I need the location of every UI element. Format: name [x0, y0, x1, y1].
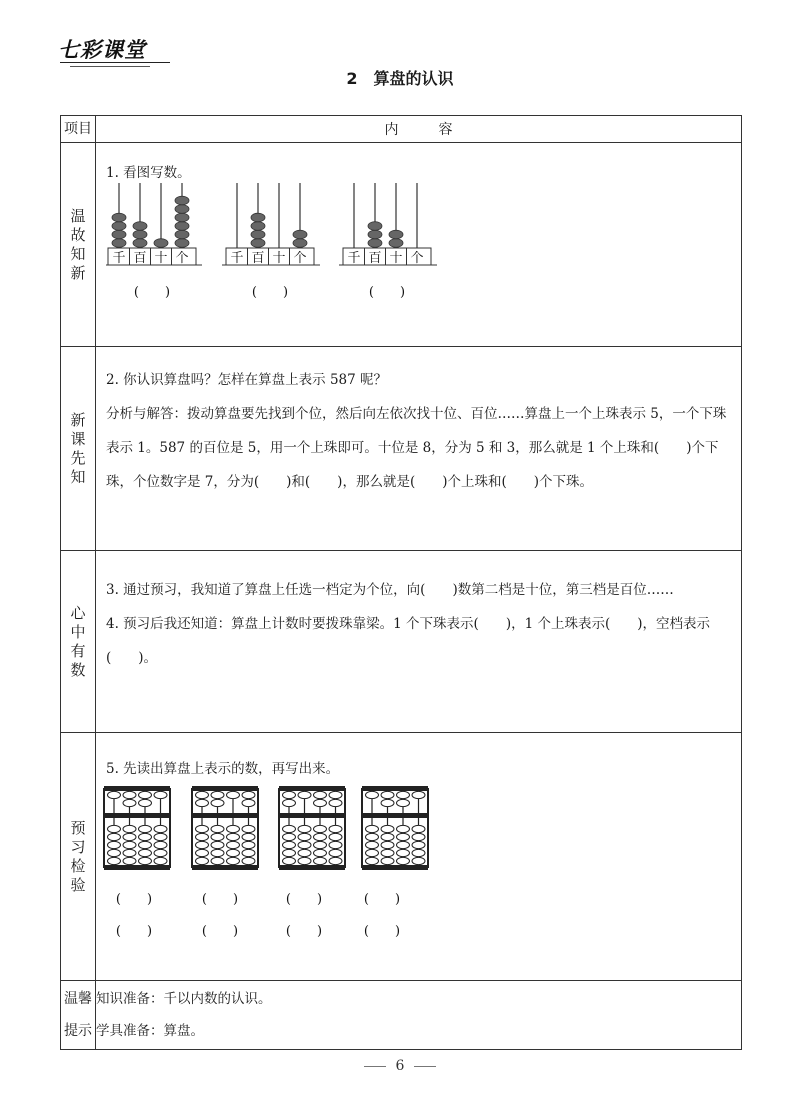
- abacus-bead: [154, 833, 167, 840]
- answer-blank: ( ): [133, 285, 171, 300]
- label-char: 故: [70, 225, 86, 244]
- place-label: 百: [251, 251, 265, 266]
- abacus-bead: [397, 849, 410, 856]
- abacus-bead: [123, 799, 136, 806]
- q5-abacus-figures: [96, 779, 716, 969]
- abacus-bead: [412, 849, 425, 856]
- analysis-text: 分析与解答：拨动算盘要先找到个位，然后向左依次找十位、百位……算盘上一个上珠表示 5，一个下珠表示 1。587 的百位是 5，用一个上珠即可。十位是 8，分为 5 和 3，那么就是 1 个上珠和( )个下珠，个位数字是 7，分为( )和( )，那么就是( )个上珠和( )个下珠。: [106, 406, 727, 490]
- abacus-bead: [211, 799, 224, 806]
- abacus-bead: [154, 791, 167, 798]
- abacus-bead: [123, 849, 136, 856]
- abacus-bead: [298, 849, 311, 856]
- answer-blank: ( ): [201, 924, 239, 939]
- section-label-in-mind: [61, 551, 96, 733]
- abacus-bead: [381, 833, 394, 840]
- question-2: 2. 你认识算盘吗？怎样在算盘上表示 587 呢？: [106, 372, 388, 388]
- label-char: 新: [70, 263, 86, 282]
- abacus-bead: [139, 825, 152, 832]
- tips-line-2: 学具准备：算盘。: [96, 1023, 204, 1039]
- abacus: [104, 786, 170, 939]
- section-review: [61, 143, 742, 347]
- abacus: [279, 786, 345, 939]
- abacus-bead: [251, 213, 265, 222]
- abacus-bead: [283, 791, 296, 798]
- abacus-bead: [227, 825, 240, 832]
- abacus-bead: [329, 857, 342, 864]
- table-header-row: [61, 116, 742, 143]
- abacus-bead: [298, 841, 311, 848]
- abacus-bead: [227, 849, 240, 856]
- page-title: 2 算盘的认识: [346, 69, 454, 88]
- label-char: 预: [70, 818, 86, 837]
- abacus-bead: [412, 857, 425, 864]
- abacus-bead: [251, 239, 265, 248]
- answer-blank: ( ): [115, 892, 153, 907]
- label-char: 习: [70, 837, 86, 856]
- label-char: 数: [70, 660, 86, 679]
- abacus-bead: [196, 857, 209, 864]
- abacus-bead: [154, 849, 167, 856]
- label-char: 心: [70, 603, 86, 622]
- place-label: 百: [368, 251, 382, 266]
- abacus-bead: [196, 833, 209, 840]
- abacus-bead: [139, 857, 152, 864]
- abacus-bead: [123, 825, 136, 832]
- section-content-tips: [96, 981, 742, 1050]
- abacus: [192, 786, 258, 939]
- abacus-bead: [397, 833, 410, 840]
- abacus-bead: [293, 230, 307, 239]
- counting-abacus: [339, 183, 437, 300]
- abacus-bead: [242, 857, 255, 864]
- abacus-bead: [397, 799, 410, 806]
- abacus-bead: [108, 841, 121, 848]
- abacus-bead: [314, 791, 327, 798]
- abacus-bead: [139, 791, 152, 798]
- abacus-bead: [381, 791, 394, 798]
- section-label-tips: [61, 981, 96, 1050]
- abacus-bead: [108, 849, 121, 856]
- place-label: 千: [347, 251, 361, 266]
- abacus-bead: [293, 239, 307, 248]
- abacus-bead: [366, 833, 379, 840]
- abacus-bead: [366, 849, 379, 856]
- abacus-bead: [196, 841, 209, 848]
- answer-blank: ( ): [201, 892, 239, 907]
- abacus-bead: [314, 825, 327, 832]
- label-char: 课: [70, 429, 86, 448]
- tips-label-2: 提示: [64, 1023, 92, 1039]
- abacus-bead: [112, 230, 126, 239]
- abacus-bead: [227, 857, 240, 864]
- section-label-review: [61, 143, 96, 347]
- place-label: 个: [293, 251, 307, 266]
- counting-abacus: [222, 183, 320, 300]
- abacus-bead: [154, 239, 168, 248]
- place-label: 个: [175, 251, 189, 266]
- abacus-bead: [397, 825, 410, 832]
- abacus-bead: [329, 849, 342, 856]
- abacus-bead: [397, 791, 410, 798]
- abacus-bead: [298, 791, 311, 798]
- abacus-bead: [283, 841, 296, 848]
- abacus-bead: [196, 799, 209, 806]
- abacus-bead: [283, 833, 296, 840]
- place-label: 十: [389, 251, 403, 266]
- abacus-bead: [283, 799, 296, 806]
- abacus-bead: [251, 222, 265, 231]
- answer-blank: ( ): [368, 285, 406, 300]
- abacus-bead: [175, 205, 189, 214]
- abacus-bead: [211, 825, 224, 832]
- label-char: 有: [70, 641, 86, 660]
- abacus-bead: [108, 825, 121, 832]
- label-char: 知: [70, 244, 86, 263]
- abacus-bead: [329, 825, 342, 832]
- abacus-bead: [112, 213, 126, 222]
- abacus-bead: [211, 849, 224, 856]
- abacus-bead: [412, 833, 425, 840]
- section-content-in-mind: [96, 551, 742, 733]
- abacus-bead: [112, 222, 126, 231]
- answer-blank: ( ): [251, 285, 289, 300]
- page-number-text: 6: [395, 1058, 405, 1074]
- tips-line-1: 知识准备：千以内数的认识。: [96, 991, 272, 1007]
- abacus-bead: [154, 825, 167, 832]
- abacus-bead: [242, 791, 255, 798]
- abacus-bead: [242, 825, 255, 832]
- abacus-bead: [389, 239, 403, 248]
- abacus-bead: [108, 857, 121, 864]
- place-label: 十: [272, 251, 286, 266]
- label-char: 检: [70, 856, 86, 875]
- abacus-bead: [211, 857, 224, 864]
- abacus-bead: [368, 222, 382, 231]
- abacus-bead: [175, 213, 189, 222]
- label-char: 中: [70, 622, 86, 641]
- abacus-bead: [112, 239, 126, 248]
- abacus-bead: [227, 841, 240, 848]
- abacus-bead: [283, 849, 296, 856]
- abacus-bead: [381, 849, 394, 856]
- abacus-bead: [196, 849, 209, 856]
- abacus-bead: [314, 857, 327, 864]
- section-content-preview: [96, 733, 742, 981]
- abacus-bead: [381, 825, 394, 832]
- abacus-bead: [366, 841, 379, 848]
- abacus-bead: [242, 799, 255, 806]
- abacus-bead: [196, 791, 209, 798]
- abacus-bead: [175, 222, 189, 231]
- section-new-knowledge: [61, 347, 742, 551]
- abacus-bead: [175, 196, 189, 205]
- place-label: 个: [410, 251, 424, 266]
- abacus-bead: [368, 230, 382, 239]
- answer-blank: ( ): [285, 924, 323, 939]
- question-3: 3. 通过预习，我知道了算盘上任选一档定为个位，向( )数第二档是十位，第三档是百位……: [106, 582, 674, 598]
- abacus-bead: [139, 799, 152, 806]
- col-content-header: 内容: [96, 116, 742, 143]
- abacus-bead: [211, 833, 224, 840]
- abacus-bead: [368, 239, 382, 248]
- abacus-bead: [123, 841, 136, 848]
- answer-blank: ( ): [363, 892, 401, 907]
- abacus-bead: [227, 833, 240, 840]
- abacus-bead: [381, 799, 394, 806]
- abacus-bead: [412, 825, 425, 832]
- abacus-bead: [196, 825, 209, 832]
- label-char: 知: [70, 467, 86, 486]
- abacus-bead: [123, 857, 136, 864]
- abacus-bead: [154, 857, 167, 864]
- brand-logo: 七彩课堂: [58, 38, 146, 62]
- place-label: 千: [112, 251, 126, 266]
- abacus-bead: [227, 791, 240, 798]
- abacus-bead: [314, 799, 327, 806]
- abacus-bead: [251, 230, 265, 239]
- abacus-bead: [412, 791, 425, 798]
- abacus-bead: [133, 239, 147, 248]
- answer-blank: ( ): [285, 892, 323, 907]
- counting-abacus: [106, 183, 202, 300]
- abacus-bead: [123, 791, 136, 798]
- section-content-review: [96, 143, 742, 347]
- abacus-bead: [133, 230, 147, 239]
- abacus-bead: [139, 841, 152, 848]
- answer-blank: ( ): [363, 924, 401, 939]
- abacus-bead: [381, 841, 394, 848]
- section-in-mind: [61, 551, 742, 733]
- abacus-bead: [329, 841, 342, 848]
- label-char: 温: [70, 206, 86, 225]
- section-label-preview: [61, 733, 96, 981]
- abacus-bead: [283, 857, 296, 864]
- abacus: [362, 786, 428, 939]
- abacus-bead: [366, 857, 379, 864]
- abacus-bead: [389, 230, 403, 239]
- abacus-bead: [211, 791, 224, 798]
- abacus-bead: [154, 841, 167, 848]
- abacus-bead: [242, 833, 255, 840]
- place-label: 十: [154, 251, 168, 266]
- place-label: 千: [230, 251, 244, 266]
- abacus-bead: [412, 841, 425, 848]
- abacus-bead: [329, 833, 342, 840]
- brand-underline: [60, 62, 170, 63]
- abacus-bead: [314, 841, 327, 848]
- worksheet-table: [60, 115, 742, 1050]
- abacus-bead: [366, 825, 379, 832]
- abacus-bead: [366, 791, 379, 798]
- abacus-bead: [381, 857, 394, 864]
- abacus-bead: [242, 841, 255, 848]
- q1-abacus-figures: [106, 183, 726, 323]
- abacus-bead: [108, 791, 121, 798]
- abacus-bead: [211, 841, 224, 848]
- col-item-header: 项目: [61, 116, 96, 143]
- abacus-bead: [283, 825, 296, 832]
- section-preview-check: [61, 733, 742, 981]
- label-char: 验: [70, 875, 86, 894]
- abacus-bead: [139, 833, 152, 840]
- abacus-bead: [397, 857, 410, 864]
- abacus-bead: [314, 849, 327, 856]
- page-number: [0, 1058, 800, 1074]
- tips-label-1: 温馨: [64, 991, 92, 1007]
- abacus-bead: [329, 799, 342, 806]
- abacus-bead: [175, 230, 189, 239]
- section-content-new: [96, 347, 742, 551]
- abacus-bead: [133, 222, 147, 231]
- abacus-bead: [314, 833, 327, 840]
- question-5: 5. 先读出算盘上表示的数，再写出来。: [106, 761, 340, 777]
- abacus-bead: [123, 833, 136, 840]
- abacus-bead: [108, 833, 121, 840]
- answer-blank: ( ): [115, 924, 153, 939]
- section-tips: [61, 981, 742, 1050]
- abacus-bead: [329, 791, 342, 798]
- label-char: 先: [70, 448, 86, 467]
- question-1: 1. 看图写数。: [106, 165, 191, 181]
- label-char: 新: [70, 410, 86, 429]
- abacus-bead: [298, 857, 311, 864]
- question-4: 4. 预习后我还知道：算盘上计数时要拨珠靠梁。1 个下珠表示( )，1 个上珠表示( )，空档表示( )。: [106, 616, 710, 666]
- abacus-bead: [397, 841, 410, 848]
- place-label: 百: [133, 251, 147, 266]
- section-label-new: [61, 347, 96, 551]
- abacus-bead: [175, 239, 189, 248]
- abacus-bead: [139, 849, 152, 856]
- abacus-bead: [298, 825, 311, 832]
- abacus-bead: [242, 849, 255, 856]
- abacus-bead: [298, 833, 311, 840]
